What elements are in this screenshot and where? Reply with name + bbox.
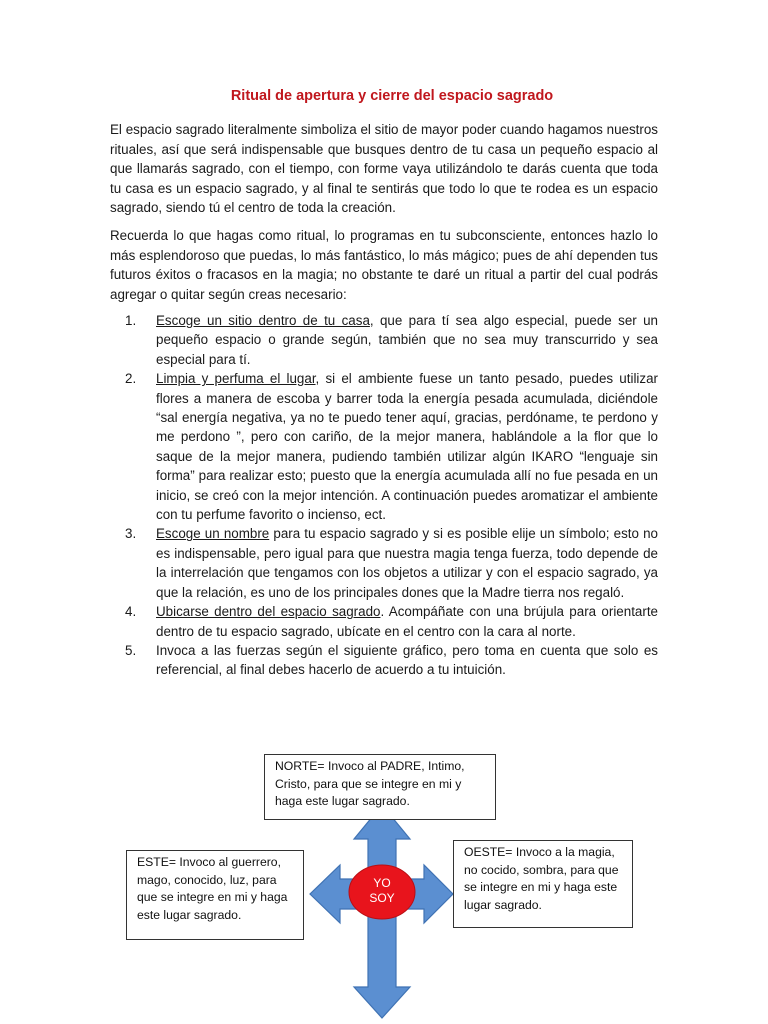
- norte-box: NORTE= Invoco al PADRE, Intimo, Cristo, para que se integre en mi y haga este lugar sagrado.: [264, 754, 496, 820]
- step-text: , si el ambiente fuese un tanto pesado, puedes utilizar flores a manera de escoba y barrer toda la energía pesada acumulada, diciéndole “sal energía negativa, ya no te puedo tener aquí, gracias, perdóname, te perdono y me perdono ”, pero con cariño, de la mejor manera, hablándole a la flor que lo saque de la mejor manera, pudiendo también utilizar algún IKARO “lenguaje sin forma” para realizar esto; puesto que la energía acumulada allí no fue pesada en un inicio, se creó con la mejor intención. A continuación puedes aromatizar el ambiente con tu perfume favorito o incienso, ect.: [156, 371, 658, 523]
- step-text: , que para tí sea algo especial, puede ser un pequeño espacio o grande según, también que no sea muy transcurrido y sea especial para tí.: [156, 313, 658, 367]
- este-box: ESTE= Invoco al guerrero, mago, conocido, luz, para que se integre en mi y haga este lugar sagrado.: [126, 850, 304, 940]
- step-number: 3.: [125, 526, 137, 542]
- instruction-paragraph: Recuerda lo que hagas como ritual, lo programas en tu subconsciente, entonces hazlo lo más esplendoroso que puedas, lo más fantástico, lo más mágico; pues de ahí dependen tus futuros éxitos o fracasos en la magia; no obstante te daré un ritual a partir del cual podrás agregar o quitar según creas necesario:: [110, 228, 658, 302]
- center-label-soy: SOY: [369, 891, 395, 905]
- step-number: 1.: [125, 313, 137, 328]
- step-heading: Escoge un nombre: [156, 526, 270, 542]
- step-number: 5.: [125, 642, 137, 658]
- oeste-box: OESTE= Invoco a la magia, no cocido, sombra, para que se integre en mi y haga este lugar sagrado.: [453, 840, 633, 928]
- list-item: [125, 311, 658, 369]
- list-item: [125, 641, 658, 680]
- intro-paragraph: El espacio sagrado literalmente simboliza el sitio de mayor poder cuando hagamos nuestros rituales, así que será indispensable que busques dentro de tu casa un pequeño espacio al que llamarás sagrado, con el tiempo, con forme vaya utilizándolo te darás cuenta que toda tu casa es un espacio sagrado, y al final te sentirás que todo lo que te rodea es un espacio sagrado, siendo tú el centro de toda la creación.: [110, 122, 658, 216]
- step-number: 4.: [125, 604, 137, 620]
- four-direction-arrow-diagram: [300, 805, 464, 1020]
- step-heading: Ubicarse dentro del espacio sagrado: [156, 604, 381, 620]
- center-label-yo: YO: [373, 876, 391, 890]
- step-heading: Escoge un sitio dentro de tu casa: [156, 313, 370, 328]
- list-item: [125, 602, 658, 641]
- list-item: [125, 524, 658, 602]
- ritual-steps-list: [125, 311, 658, 680]
- document-title: Ritual de apertura y cierre del espacio sagrado: [230, 88, 554, 104]
- step-text: para tu espacio sagrado y si es posible elije un símbolo; esto no es indispensable, pero igual para que nuestra magia tenga fuerza, todo depende de la interrelación que tengamos con los objetos a utilizar y con el espacio sagrado, ya que la relación, es uno de los principales dones que la Madre tierra nos regaló.: [156, 526, 658, 600]
- list-item: [125, 369, 658, 524]
- step-heading: Limpia y perfuma el lugar: [156, 371, 316, 387]
- step-number: 2.: [125, 371, 137, 387]
- step-text: . Acompáñate con una brújula para orientarte dentro de tu espacio sagrado, ubícate en el centro con la cara al norte.: [156, 604, 658, 639]
- step-text: Invoca a las fuerzas según el siguiente gráfico, pero toma en cuenta que solo es referencial, al final debes hacerlo de acuerdo a tu intuición.: [156, 642, 658, 678]
